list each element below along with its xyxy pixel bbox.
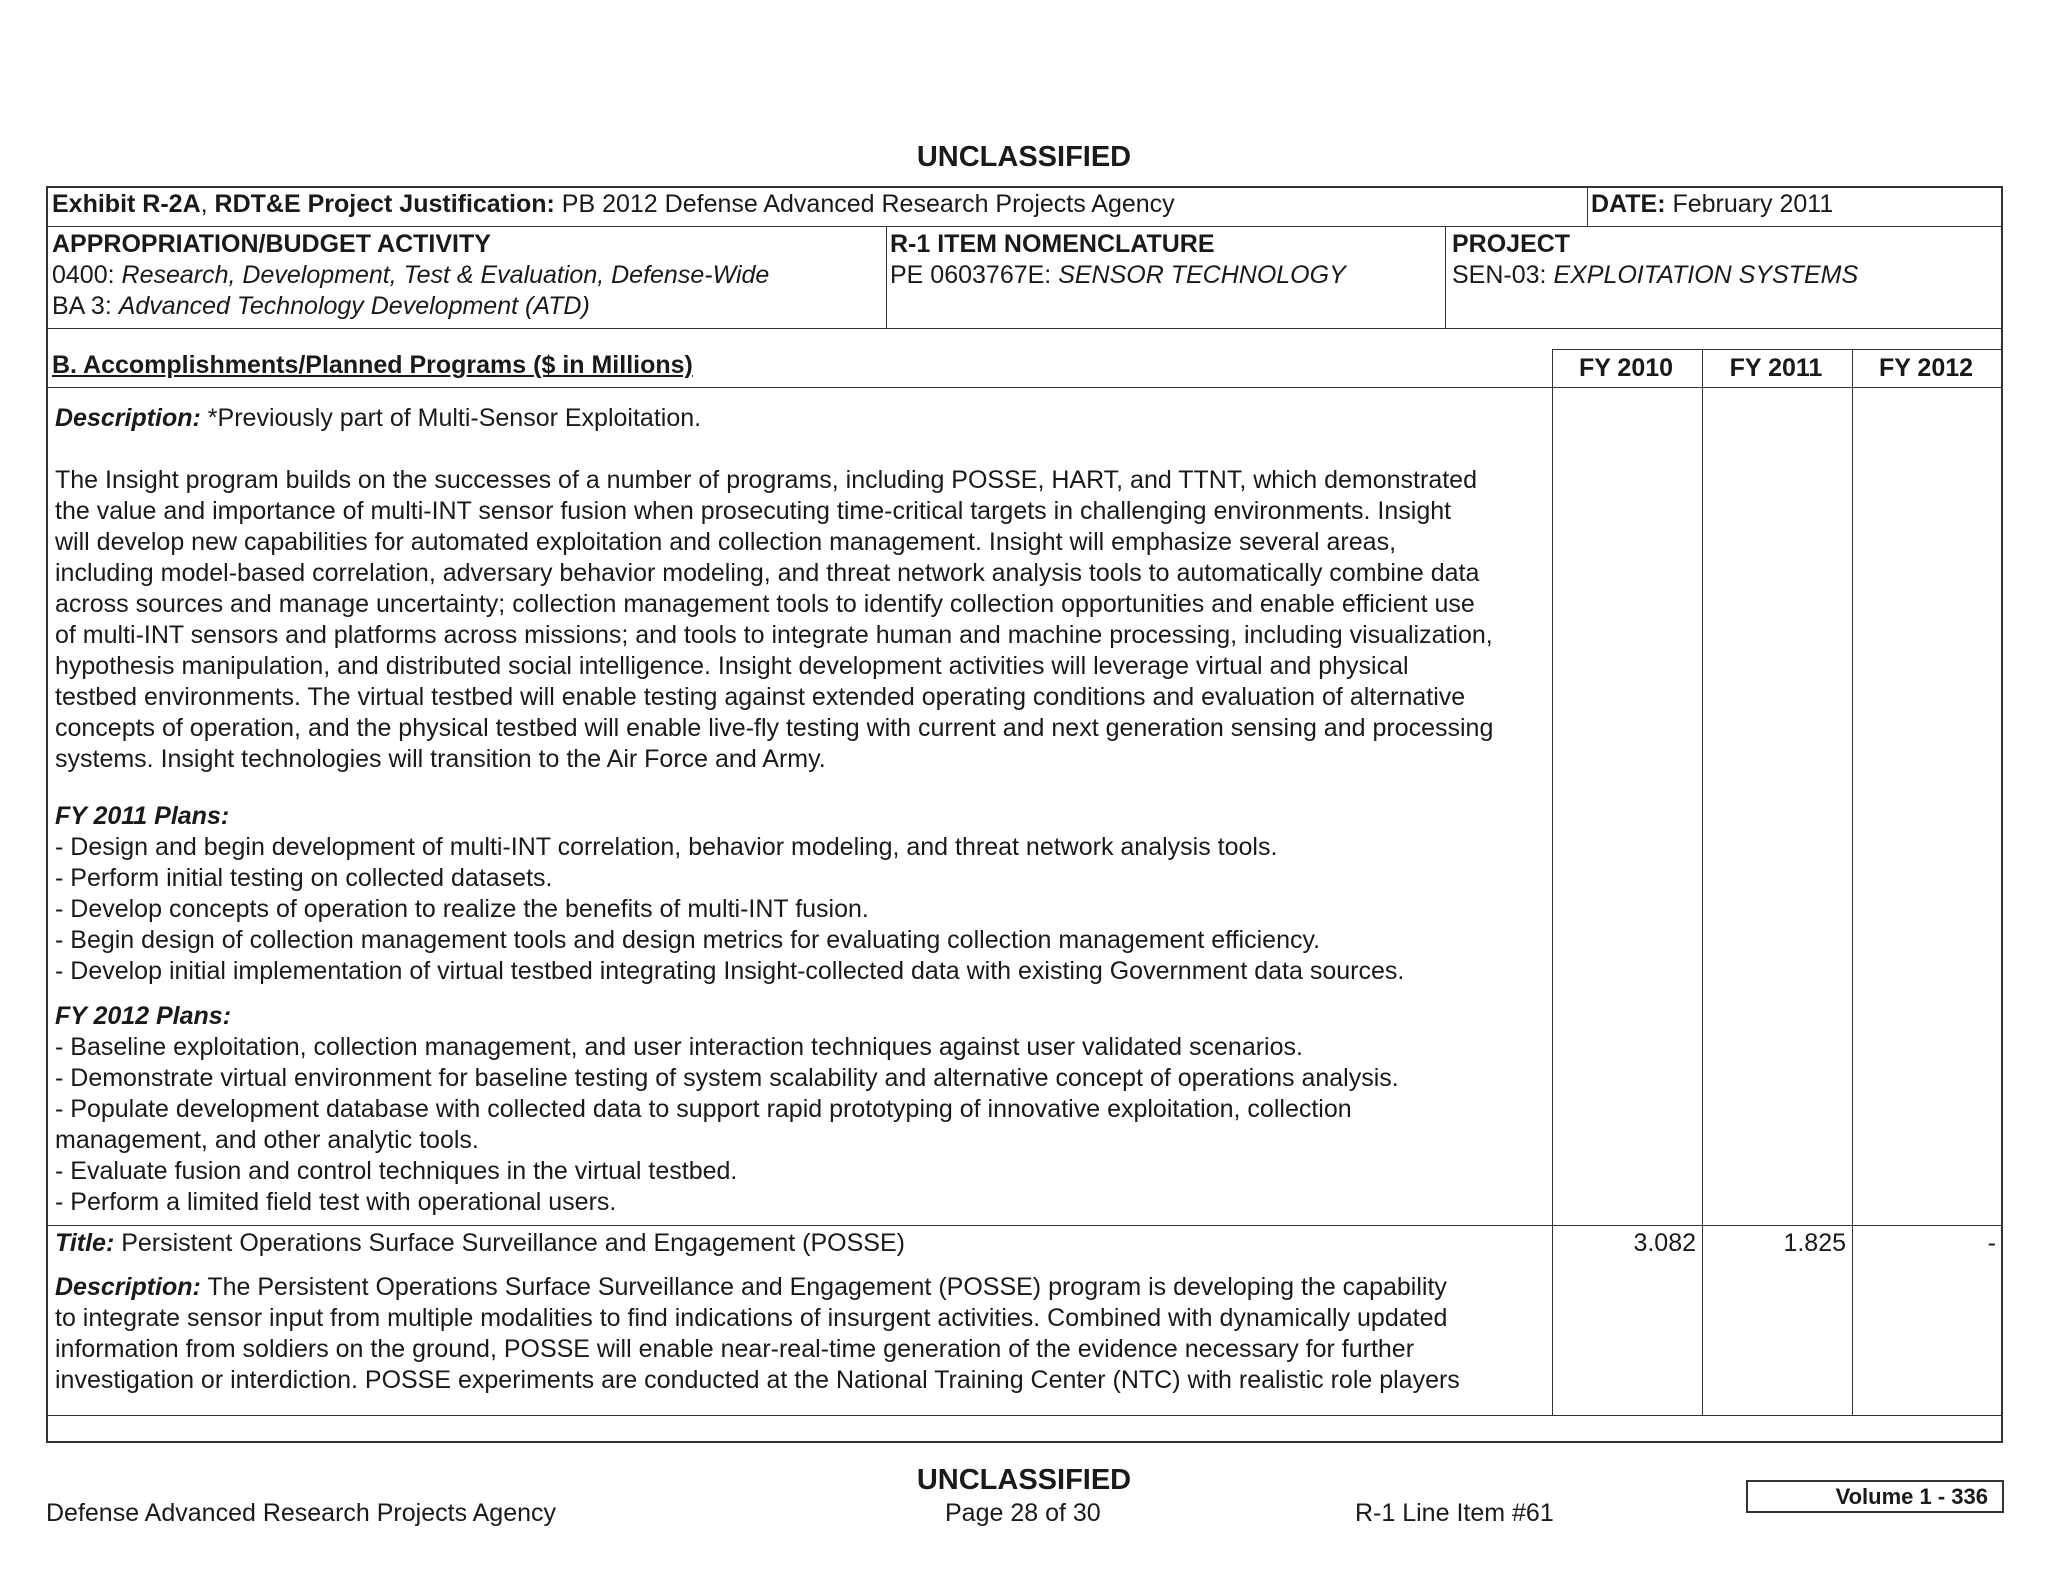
r1-code: PE 0603767E:: [890, 261, 1059, 289]
appropriation-name2: Advanced Technology Development (ATD): [118, 292, 590, 320]
plan-item: - Perform initial testing on collected datasets.: [55, 864, 553, 892]
paragraph-line: across sources and manage uncertainty; collection management tools to identify collection opportunities and enable efficient use: [55, 590, 1475, 618]
plan-item: - Evaluate fusion and control techniques in the virtual testbed.: [55, 1157, 738, 1185]
row2-desc-label: Description:: [55, 1273, 201, 1301]
project-heading: PROJECT: [1452, 230, 1571, 258]
plan-item: - Demonstrate virtual environment for baseline testing of system scalability and alternative concept of operations analysis.: [55, 1064, 1399, 1092]
classification-footer: UNCLASSIFIED: [916, 1464, 1132, 1496]
rule-col-header: [48, 387, 2003, 388]
row2-desc-line: investigation or interdiction. POSSE experiments are conducted at the National Training Center (NTC) with realistic role players: [55, 1366, 1460, 1394]
appropriation-name1: Research, Development, Test & Evaluation, Defense-Wide: [121, 261, 770, 289]
exhibit-title: [52, 189, 1175, 220]
row1-paragraph: [55, 465, 1555, 775]
plan-item: - Begin design of collection management tools and design metrics for evaluating collection management efficiency.: [55, 926, 1321, 954]
paragraph-line: the value and importance of multi-INT sensor fusion when prosecuting time-critical targets in challenging environments. Insight: [55, 497, 1452, 525]
r1-line: [890, 260, 1346, 291]
justification-value: PB 2012 Defense Advanced Research Projects Agency: [554, 190, 1175, 218]
rule-row1: [48, 1225, 2003, 1226]
row2-desc-line: to integrate sensor input from multiple modalities to find indications of insurgent activities. Combined with dynamically updated: [55, 1304, 1448, 1332]
row2-desc-line: information from soldiers on the ground, POSSE will enable near-real-time generation of the evidence necessary for further: [55, 1335, 1415, 1363]
plan-item: - Populate development database with collected data to support rapid prototyping of innovative exploitation, collection: [55, 1095, 1352, 1123]
rule-col-top: [1552, 349, 2003, 350]
r1-heading: R-1 ITEM NOMENCLATURE: [890, 230, 1215, 258]
footer-line-item: R-1 Line Item #61: [1355, 1499, 1554, 1527]
row2-fy2010-value: 3.082: [1633, 1229, 1696, 1257]
paragraph-line: hypothesis manipulation, and distributed social intelligence. Insight development activities will leverage virtual and physical: [55, 652, 1409, 680]
exhibit-date: [1591, 189, 1833, 220]
footer-page: Page 28 of 30: [945, 1499, 1101, 1527]
plan-item: - Baseline exploitation, collection management, and user interaction techniques against user validated scenarios.: [55, 1033, 1303, 1061]
appropriation-code1: 0400:: [52, 261, 122, 289]
fy2011-plans-heading: FY 2011 Plans:: [55, 802, 230, 830]
row1-desc-line: [55, 403, 1555, 434]
rule-row2: [48, 1415, 2003, 1416]
row2-title-label: Title:: [55, 1229, 115, 1257]
fy2012-plans: [55, 1001, 1555, 1218]
paragraph-line: of multi-INT sensors and platforms across missions; and tools to integrate human and machine processing, including visualization,: [55, 621, 1493, 649]
justification-label: RDT&E Project Justification:: [214, 190, 555, 218]
col-header-fy2012: FY 2012: [1878, 354, 1974, 382]
row2-fy2012-value: -: [1987, 1229, 1996, 1257]
appropriation-line1: [52, 260, 769, 291]
rule-date-sep: [1587, 188, 1588, 226]
paragraph-line: The Insight program builds on the successes of a number of programs, including POSSE, HART, and TTNT, which demonstrated: [55, 466, 1477, 494]
row1-desc-value: *Previously part of Multi-Sensor Exploitation.: [200, 404, 702, 432]
project-name: EXPLOITATION SYSTEMS: [1553, 261, 1859, 289]
paragraph-line: concepts of operation, and the physical testbed will enable live-fly testing with current and next generation sensing and processing: [55, 714, 1494, 742]
section-b-heading: B. Accomplishments/Planned Programs ($ in Millions): [52, 351, 693, 379]
row2-description: [55, 1272, 1555, 1396]
appropriation-line2: [52, 291, 590, 322]
footer-volume: Volume 1 - 336: [1746, 1480, 2004, 1513]
paragraph-line: testbed environments. The virtual testbed will enable testing against extended operating conditions and evaluation of alternative: [55, 683, 1466, 711]
row2-title-value: Persistent Operations Surface Surveillance and Engagement (POSSE): [114, 1229, 905, 1257]
exhibit-sep: ,: [200, 190, 215, 218]
r1-name: SENSOR TECHNOLOGY: [1058, 261, 1346, 289]
plan-item: management, and other analytic tools.: [55, 1126, 479, 1154]
project-line: [1452, 260, 1858, 291]
project-code: SEN-03:: [1452, 261, 1554, 289]
date-label: DATE:: [1591, 190, 1666, 218]
rule-info-sep2: [1445, 226, 1446, 328]
row1-description: [55, 403, 1555, 434]
row2-fy2011-value: 1.825: [1783, 1229, 1846, 1257]
plan-item: - Design and begin development of multi-INT correlation, behavior modeling, and threat network analysis tools.: [55, 833, 1278, 861]
col-header-fy2011: FY 2011: [1729, 354, 1823, 382]
plan-item: - Develop initial implementation of virtual testbed integrating Insight-collected data with existing Government data sources.: [55, 957, 1405, 985]
footer-agency: Defense Advanced Research Projects Agency: [46, 1499, 557, 1527]
appropriation-code2: BA 3:: [52, 292, 119, 320]
fy2011-plans: [55, 801, 1555, 987]
paragraph-line: systems. Insight technologies will transition to the Air Force and Army.: [55, 745, 826, 773]
exhibit-label: Exhibit R-2A: [52, 190, 201, 218]
row2-title-line: [55, 1228, 1555, 1259]
rule-info-sep1: [886, 226, 887, 328]
appropriation-heading: APPROPRIATION/BUDGET ACTIVITY: [52, 230, 491, 258]
paragraph-line: will develop new capabilities for automated exploitation and collection management. Insight will emphasize several areas,: [55, 528, 1397, 556]
row2-desc-line: [55, 1272, 1555, 1303]
classification-header: UNCLASSIFIED: [916, 141, 1132, 173]
row1-desc-label: Description:: [55, 404, 201, 432]
row2-desc-text: The Persistent Operations Surface Surveillance and Engagement (POSSE) program is developing the capability: [200, 1273, 1447, 1301]
col-header-fy2010: FY 2010: [1578, 354, 1674, 382]
row2-title: [55, 1228, 1555, 1259]
rule-info: [48, 328, 2003, 329]
paragraph-line: including model-based correlation, adversary behavior modeling, and threat network analysis tools to automatically combine data: [55, 559, 1480, 587]
date-value: February 2011: [1665, 190, 1834, 218]
fy2012-plans-heading: FY 2012 Plans:: [55, 1002, 232, 1030]
plan-item: - Perform a limited field test with operational users.: [55, 1188, 617, 1216]
plan-item: - Develop concepts of operation to realize the benefits of multi-INT fusion.: [55, 895, 869, 923]
rule-header: [48, 226, 2003, 227]
